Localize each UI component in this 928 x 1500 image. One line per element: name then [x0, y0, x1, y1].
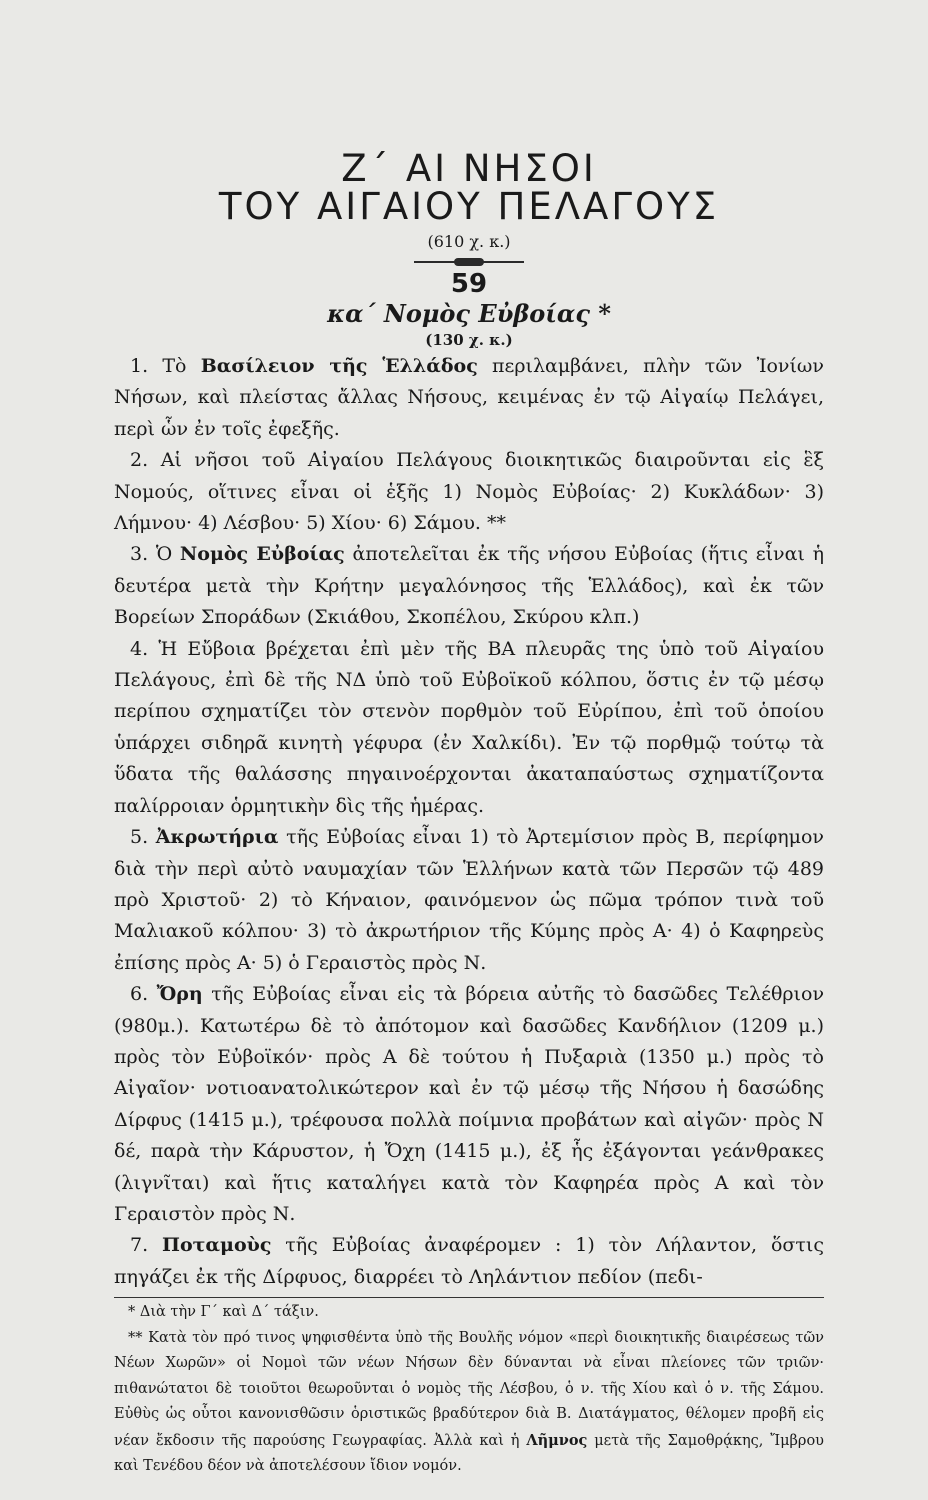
- paragraph-lead: 1. Τὸ: [130, 355, 201, 377]
- chapter-title-line-1: Ζ΄ ΑΙ ΝΗΣΟΙ: [341, 147, 597, 190]
- chapter-title: [114, 147, 824, 228]
- paragraph-6: [114, 979, 824, 1230]
- paragraph-4: [114, 634, 824, 822]
- paragraph-text: Αἱ νῆσοι τοῦ Αἰγαίου Πελάγους διοικητικῶς διαιροῦνται εἰς ἓξ Νομούς, οἵτινες εἶναι οἱ ἑξῆς 1) Νομὸς Εὐβοίας· 2) Κυκλάδων· 3) Λήμνου· 4) Λέσβου· 5) Χίου· 6) Σάμου. **: [114, 449, 825, 535]
- lesson-page-range: (130 χ. κ.): [425, 331, 513, 349]
- lesson-number: 59: [450, 269, 488, 299]
- paragraph-text: τῆς Εὐβοίας εἶναι εἰς τὰ βόρεια αὐτῆς τὸ δασῶδες Τελέθριον (980μ.). Κατωτέρω δὲ τὸ ἀπότομον καὶ δασῶδες Κανδήλιον (1209 μ.) πρὸς τὸν Εὐβοϊκόν· πρὸς Α δὲ τούτου ἡ Πυξαριὰ (1350 μ.) πρὸς τὸ Αἰγαῖον· νοτιοανατολικώτερον καὶ ἐν τῷ μέσῳ τῆς Νήσου ἡ δασώδης Δίρφυς (1415 μ.), τρέφουσα πολλὰ ποίμνια προβάτων καὶ αἰγῶν· πρὸς Ν δέ, παρὰ τὴν Κάρυστον, ἡ Ὄχη (1415 μ.), ἐξ ἧς ἐξάγονται γεάνθρακες (λιγνῖται) καὶ ἥτις καταλήγει κατὰ τὸν Καφηρέα πρὸς Α καὶ τὸν Γεραιστὸν πρὸς Ν.: [114, 983, 824, 1225]
- paragraph-keyword: Ὄρη: [156, 983, 203, 1006]
- footnotes: [114, 1297, 824, 1480]
- ornamental-divider: [414, 261, 524, 263]
- paragraph-2: [114, 445, 824, 539]
- paragraph-1: [114, 351, 824, 445]
- paragraph-text: περιλαμβάνει, πλὴν τῶν Ἰονίων Νήσων, καὶ πλείστας ἄλλας Νήσους, κειμένας ἐν τῷ Αἰγαίῳ Πελάγει, περὶ ὧν ἐν τοῖς ἐφεξῆς.: [114, 355, 824, 440]
- paragraph-text: τῆς Εὐβοίας ἀναφέρομεν : 1) τὸν Λήλαντον, ὅστις πηγάζει ἐκ τῆς Δίρφυος, διαρρέει τὸ Ληλάντιον πεδίον (πεδι-: [114, 1234, 825, 1288]
- footnote-1: * Διὰ τὴν Γ΄ καὶ Δ΄ τάξιν.: [128, 1304, 319, 1321]
- paragraph-3: [114, 539, 824, 633]
- paragraph-keyword: Βασίλειον τῆς Ἑλλάδος: [200, 355, 478, 377]
- chapter-title-line-2: ΤΟΥ ΑΙΓΑΙΟΥ ΠΕΛΑΓΟΥΣ: [218, 185, 720, 228]
- footnote-2-keyword: Λῆμνος: [526, 1431, 588, 1449]
- paragraph-keyword: Ποταμοὺς: [162, 1234, 272, 1257]
- paragraph-text: τῆς Εὐβοίας εἶναι 1) τὸ Ἀρτεμίσιον πρὸς Β, περίφημον διὰ τὴν περὶ αὐτὸ ναυμαχίαν τῶν Ἑλλήνων κατὰ τῶν Περσῶν τῷ 489 πρὸ Χριστοῦ· 2) τὸ Κήναιον, φαινόμενον ὡς πῶμα τρόπον τινὰ τοῦ Μαλιακοῦ κόλπου· 3) τὸ ἀκρωτήριον τῆς Κύμης πρὸς Α· 4) ὁ Καφηρεὺς ἐπίσης πρὸς Α· 5) ὁ Γεραιστὸς πρὸς Ν.: [114, 826, 824, 974]
- paragraph-keyword: Ἀκρωτήρια: [155, 826, 279, 849]
- paragraph-7: [114, 1230, 824, 1293]
- lesson-title: κα΄ Νομὸς Εὐβοίας *: [327, 299, 611, 328]
- chapter-page-range: (610 χ. κ.): [427, 232, 511, 251]
- paragraph-lead: 4.: [130, 637, 159, 660]
- paragraph-text: ἀποτελεῖται ἐκ τῆς νήσου Εὐβοίας (ἥτις εἶναι ἡ δευτέρα μετὰ τὴν Κρήτην μεγαλόνησος τῆς Ἑλλάδος), καὶ ἐκ τῶν Βορείων Σποράδων (Σκιάθου, Σκοπέλου, Σκύρου κλπ.): [114, 543, 824, 629]
- paragraph-text: Ἡ Εὔβοια βρέχεται ἐπὶ μὲν τῆς ΒΑ πλευρᾶς της ὑπὸ τοῦ Αἰγαίου Πελάγους, ἐπὶ δὲ τῆς ΝΔ ὑπὸ τοῦ Εὐβοϊκοῦ κόλπου, ὅστις ἐν τῷ μέσῳ περίπου σχηματίζει τὸν στενὸν πορθμὸν τοῦ Εὐρίπου, ἐπὶ τοῦ ὁποίου ὑπάρχει σιδηρᾶ κινητὴ γέφυρα (ἐν Χαλκίδι). Ἐν τῷ πορθμῷ τούτῳ τὰ ὕδατα τῆς θαλάσσης πηγαινοέρχονται ἀκαταπαύστως σχηματίζοντα παλίρροιαν ὁρμητικὴν δὶς τῆς ἡμέρας.: [114, 637, 825, 817]
- footnote-2: [114, 1326, 824, 1480]
- paragraph-keyword: Νομὸς Εὐβοίας: [179, 543, 345, 566]
- paragraph-5: [114, 822, 824, 979]
- paragraph-lead: 6.: [130, 983, 157, 1006]
- paragraph-lead: 3. Ὁ: [130, 543, 180, 566]
- paragraph-lead: 7.: [130, 1234, 163, 1257]
- footnote-2-text-end: μετὰ τῆς Σαμοθρᾴκης, Ἴμβρου καὶ Τενέδου δέον νὰ ἀποτελέσουν ἴδιον νομόν.: [114, 1432, 824, 1475]
- footnote-2-text: ** Κατὰ τὸν πρό τινος ψηφισθέντα ὑπὸ τῆς Βουλῆς νόμον «περὶ διοικητικῆς διαιρέσεως τῶν Νέων Χωρῶν» οἱ Νομοὶ τῶν νέων Νήσων δὲν δύνανται νὰ εἶναι πλείονες τῶν τριῶν· πιθανώτατοι δὲ τοιοῦτοι θεωροῦνται ὁ νομὸς τῆς Λέσβου, ὁ ν. τῆς Χίου καὶ ὁ ν. τῆς Σάμου. Εὐθὺς ὡς οὗτοι κανονισθῶσιν ὁριστικῶς βραδύτερον διὰ Β. Διατάγματος, θέλομεν προβῆ εἰς νέαν ἔκδοσιν τῆς παρούσης Γεωγραφίας. Ἀλλὰ καὶ ἡ: [114, 1329, 824, 1449]
- body-text: [114, 351, 824, 1293]
- paragraph-lead: 5.: [130, 826, 156, 849]
- paragraph-lead: 2.: [130, 449, 161, 472]
